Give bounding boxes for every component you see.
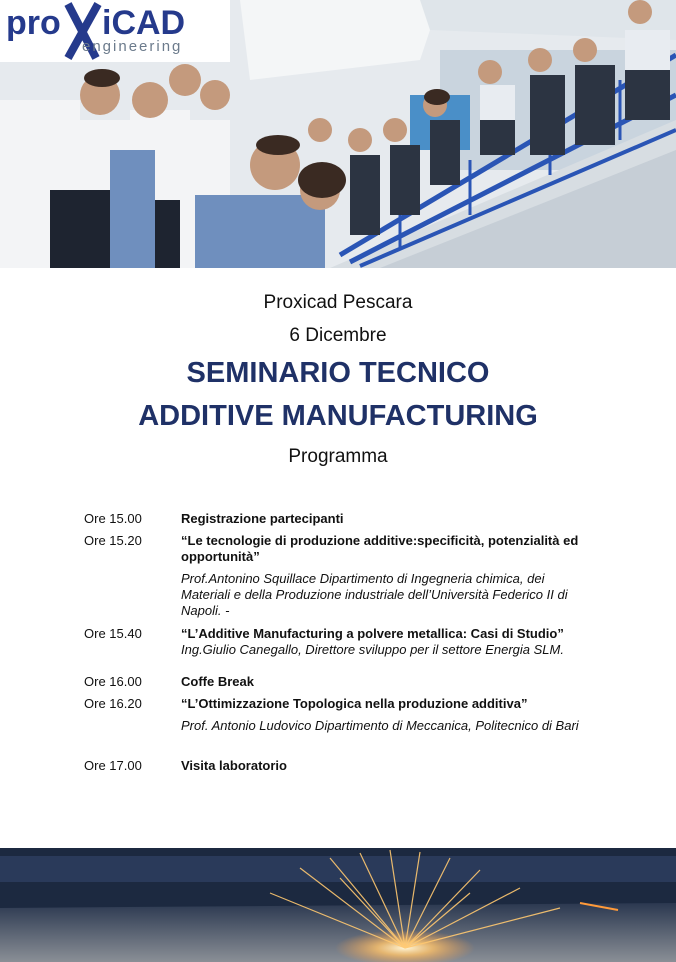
program-title: “L’Additive Manufacturing a polvere metallica: Casi di Studio” xyxy=(181,626,564,641)
event-location: Proxicad Pescara xyxy=(263,292,413,313)
laser-sparks-image xyxy=(0,848,676,962)
program-speaker: Ing.Giulio Canegallo, Direttore sviluppo per il settore Energia SLM. xyxy=(181,642,564,657)
event-title-line1: SEMINARIO TECNICO xyxy=(186,357,490,389)
program-heading: Programma xyxy=(288,446,388,467)
header-photo xyxy=(0,0,676,268)
program-time: Ore 16.00 xyxy=(84,674,142,689)
program-time: Ore 15.00 xyxy=(84,511,142,526)
footer-photo xyxy=(0,848,676,962)
event-date: 6 Dicembre xyxy=(289,325,387,346)
program-title: Registrazione partecipanti xyxy=(181,511,344,526)
program-time: Ore 15.40 xyxy=(84,626,142,641)
program-title: Visita laboratorio xyxy=(181,758,287,773)
program-speaker: Prof.Antonino Squillace Dipartimento di Ingegneria chimica, dei Materiali e della Produzione industriale dell’Università Federico II di Napoli. - xyxy=(181,571,568,618)
program-title: “Le tecnologie di produzione additive:specificità, potenzialità ed opportunità” xyxy=(181,533,579,564)
svg-text:pro: pro xyxy=(6,4,61,42)
program-title: Coffe Break xyxy=(181,674,254,689)
program-time: Ore 15.20 xyxy=(84,533,142,548)
svg-text:iCAD: iCAD xyxy=(102,4,186,42)
program-title: “L’Ottimizzazione Topologica nella produzione additiva” xyxy=(181,696,528,711)
program-time: Ore 16.20 xyxy=(84,696,142,711)
program-speaker: Prof. Antonio Ludovico Dipartimento di Meccanica, Politecnico di Bari xyxy=(181,718,579,733)
logo-subtitle: engineering xyxy=(82,38,183,55)
proxicad-logo xyxy=(0,0,230,62)
event-title-line2: ADDITIVE MANUFACTURING xyxy=(138,400,538,432)
program-time: Ore 17.00 xyxy=(84,758,142,773)
